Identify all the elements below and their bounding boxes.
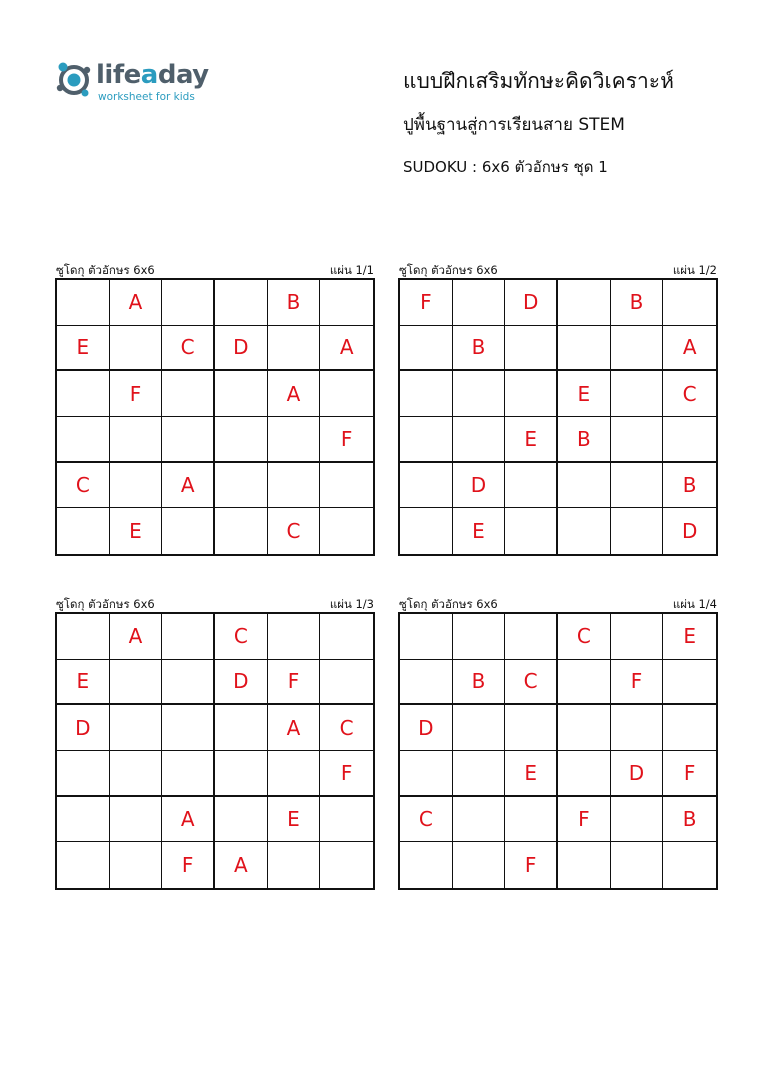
sudoku-cell[interactable] [215,508,268,554]
sudoku-cell[interactable] [110,705,163,751]
sudoku-cell[interactable] [110,660,163,706]
sudoku-cell[interactable]: B [663,797,716,843]
worksheet-title: แบบฝึกเสริมทักษะคิดวิเคราะห์ [403,69,674,93]
brand-logo [54,58,224,106]
sudoku-cell[interactable] [400,463,453,509]
sudoku-cell[interactable] [162,705,215,751]
sudoku-cell[interactable] [215,751,268,797]
sudoku-cell[interactable] [663,842,716,888]
sudoku-cell[interactable]: C [268,508,321,554]
sudoku-cell[interactable]: F [400,280,453,326]
sudoku-cell[interactable] [400,842,453,888]
sudoku-cell[interactable] [268,842,321,888]
sudoku-cell[interactable] [215,463,268,509]
sudoku-cell[interactable]: F [110,371,163,417]
sudoku-cell[interactable] [558,660,611,706]
puzzle-header [398,596,718,612]
sudoku-cell[interactable] [453,614,506,660]
sudoku-cell[interactable]: F [320,417,373,463]
puzzle-label: ซูโดกุ ตัวอักษร 6x6 [56,597,155,611]
sudoku-cell[interactable] [162,508,215,554]
sudoku-cell[interactable]: D [215,660,268,706]
sudoku-cell[interactable]: F [505,842,558,888]
sudoku-cell[interactable]: C [400,797,453,843]
sudoku-cell[interactable] [505,614,558,660]
sudoku-cell[interactable]: A [320,326,373,372]
sudoku-puzzle-3 [55,596,375,890]
sudoku-cell[interactable]: A [162,797,215,843]
sudoku-cell[interactable] [453,371,506,417]
sudoku-cell[interactable] [663,417,716,463]
sudoku-cell[interactable] [110,751,163,797]
sudoku-cell[interactable]: A [110,614,163,660]
sudoku-cell[interactable]: A [215,842,268,888]
sudoku-cell[interactable] [320,371,373,417]
sudoku-cell[interactable] [110,797,163,843]
sudoku-cell[interactable] [663,705,716,751]
sudoku-cell[interactable]: C [215,614,268,660]
sudoku-cell[interactable] [453,705,506,751]
sudoku-cell[interactable] [611,417,664,463]
sudoku-cell[interactable] [453,751,506,797]
sudoku-cell[interactable]: D [215,326,268,372]
sudoku-grid [55,612,375,890]
sudoku-cell[interactable]: D [505,280,558,326]
sudoku-cell[interactable] [558,326,611,372]
sudoku-cell[interactable] [400,417,453,463]
sudoku-cell[interactable]: B [453,326,506,372]
sudoku-cell[interactable] [162,417,215,463]
sudoku-grid [55,278,375,556]
sudoku-cell[interactable] [162,614,215,660]
brand-name [96,60,209,90]
sudoku-cell[interactable]: D [611,751,664,797]
worksheet-subtitle: ปูพื้นฐานสู่การเรียนสาย STEM [403,115,625,135]
sudoku-cell[interactable]: A [268,371,321,417]
sudoku-cell[interactable]: C [505,660,558,706]
sudoku-cell[interactable]: C [320,705,373,751]
sudoku-grid [398,612,718,890]
sudoku-cell[interactable] [558,842,611,888]
sudoku-cell[interactable] [400,371,453,417]
puzzle-label: ซูโดกุ ตัวอักษร 6x6 [56,263,155,277]
sudoku-cell[interactable]: B [558,417,611,463]
sudoku-cell[interactable] [400,614,453,660]
sudoku-cell[interactable] [57,842,110,888]
sudoku-cell[interactable] [320,660,373,706]
sudoku-cell[interactable]: B [611,280,664,326]
brand-part-3: day [157,60,209,90]
sudoku-cell[interactable]: E [505,751,558,797]
sudoku-cell[interactable]: A [162,463,215,509]
sudoku-cell[interactable]: F [611,660,664,706]
sudoku-puzzle-4 [398,596,718,890]
sudoku-cell[interactable]: F [162,842,215,888]
puzzle-header [55,596,375,612]
sudoku-cell[interactable]: E [558,371,611,417]
sudoku-cell[interactable] [162,280,215,326]
sudoku-cell[interactable] [505,797,558,843]
worksheet-header [403,66,743,178]
puzzle-sheet-number: แผ่น 1/1 [329,263,374,277]
sudoku-cell[interactable] [57,614,110,660]
sudoku-cell[interactable]: A [663,326,716,372]
sudoku-cell[interactable]: B [453,660,506,706]
puzzle-header [398,262,718,278]
sudoku-cell[interactable]: D [57,705,110,751]
sudoku-cell[interactable] [268,614,321,660]
sudoku-cell[interactable] [268,463,321,509]
sudoku-cell[interactable]: B [268,280,321,326]
worksheet-set-label: SUDOKU : 6x6 ตัวอักษร ชุด 1 [403,158,608,176]
sudoku-puzzle-1 [55,262,375,556]
sudoku-cell[interactable]: E [453,508,506,554]
puzzle-label: ซูโดกุ ตัวอักษร 6x6 [399,597,498,611]
sudoku-cell[interactable] [268,751,321,797]
sudoku-cell[interactable] [505,371,558,417]
sudoku-cell[interactable]: F [268,660,321,706]
sudoku-cell[interactable] [663,280,716,326]
sudoku-cell[interactable] [57,797,110,843]
sudoku-cell[interactable] [611,463,664,509]
sudoku-cell[interactable] [611,508,664,554]
sudoku-cell[interactable]: A [268,705,321,751]
sudoku-cell[interactable] [505,508,558,554]
sudoku-cell[interactable] [110,463,163,509]
sudoku-cell[interactable] [320,842,373,888]
sudoku-cell[interactable] [453,280,506,326]
sudoku-cell[interactable] [320,508,373,554]
sudoku-cell[interactable] [453,842,506,888]
sudoku-cell[interactable] [320,463,373,509]
sudoku-cell[interactable]: E [505,417,558,463]
puzzle-header [55,262,375,278]
sudoku-cell[interactable] [505,463,558,509]
sudoku-cell[interactable] [611,705,664,751]
sudoku-cell[interactable] [57,751,110,797]
sudoku-cell[interactable]: E [57,326,110,372]
sudoku-cell[interactable] [400,660,453,706]
sudoku-cell[interactable]: E [663,614,716,660]
sudoku-cell[interactable] [110,842,163,888]
puzzle-sheet-number: แผ่น 1/4 [672,597,717,611]
sudoku-cell[interactable]: F [663,751,716,797]
brand-part-2: a [140,60,158,90]
sudoku-grid [398,278,718,556]
sudoku-cell[interactable] [453,417,506,463]
sudoku-cell[interactable] [320,280,373,326]
sudoku-cell[interactable] [400,508,453,554]
sudoku-cell[interactable] [162,660,215,706]
sudoku-cell[interactable]: E [57,660,110,706]
sudoku-cell[interactable] [162,751,215,797]
sudoku-cell[interactable] [558,751,611,797]
sudoku-cell[interactable] [505,326,558,372]
sudoku-cell[interactable] [611,371,664,417]
sudoku-cell[interactable]: D [681,519,698,544]
sudoku-cell[interactable] [57,371,110,417]
sudoku-cell[interactable] [268,326,321,372]
sudoku-cell[interactable] [162,371,215,417]
sudoku-cell[interactable] [57,508,110,554]
sudoku-cell[interactable]: C [57,463,110,509]
sudoku-cell[interactable]: E [110,508,163,554]
sudoku-cell[interactable] [558,705,611,751]
sudoku-cell[interactable] [57,417,110,463]
sudoku-cell[interactable] [400,751,453,797]
sudoku-cell[interactable] [215,280,268,326]
sudoku-cell[interactable] [558,508,611,554]
sudoku-cell[interactable]: E [268,797,321,843]
sudoku-cell[interactable]: D [453,463,506,509]
sudoku-cell[interactable] [663,660,716,706]
sudoku-cell[interactable]: C [162,326,215,372]
sudoku-cell[interactable] [558,280,611,326]
sudoku-cell[interactable] [215,371,268,417]
sudoku-cell[interactable] [215,797,268,843]
sudoku-cell[interactable] [215,705,268,751]
sudoku-cell[interactable] [110,417,163,463]
sudoku-cell[interactable]: B [663,463,716,509]
brand-tagline: worksheet for kids [98,91,195,103]
sudoku-cell[interactable] [400,326,453,372]
sudoku-cell[interactable] [611,326,664,372]
sudoku-cell[interactable]: F [558,797,611,843]
sudoku-cell[interactable] [453,797,506,843]
sudoku-cell[interactable] [110,326,163,372]
sudoku-cell[interactable]: A [110,280,163,326]
sudoku-cell[interactable] [320,797,373,843]
sudoku-cell[interactable] [611,842,664,888]
sudoku-cell[interactable]: F [320,751,373,797]
sudoku-cell[interactable] [558,463,611,509]
puzzle-label: ซูโดกุ ตัวอักษร 6x6 [399,263,498,277]
sudoku-cell[interactable] [611,797,664,843]
sudoku-cell[interactable] [215,417,268,463]
sudoku-cell[interactable] [505,705,558,751]
sudoku-cell[interactable] [57,280,110,326]
sudoku-cell[interactable]: D [400,705,453,751]
sudoku-cell[interactable] [611,614,664,660]
molecule-icon [54,60,94,100]
sudoku-puzzle-2 [398,262,718,556]
sudoku-cell[interactable] [268,417,321,463]
sudoku-cell[interactable]: C [663,371,716,417]
puzzle-sheet-number: แผ่น 1/2 [672,263,717,277]
puzzle-sheet-number: แผ่น 1/3 [329,597,374,611]
brand-part-1: life [96,60,141,90]
sudoku-cell[interactable]: C [558,614,611,660]
sudoku-cell[interactable] [320,614,373,660]
